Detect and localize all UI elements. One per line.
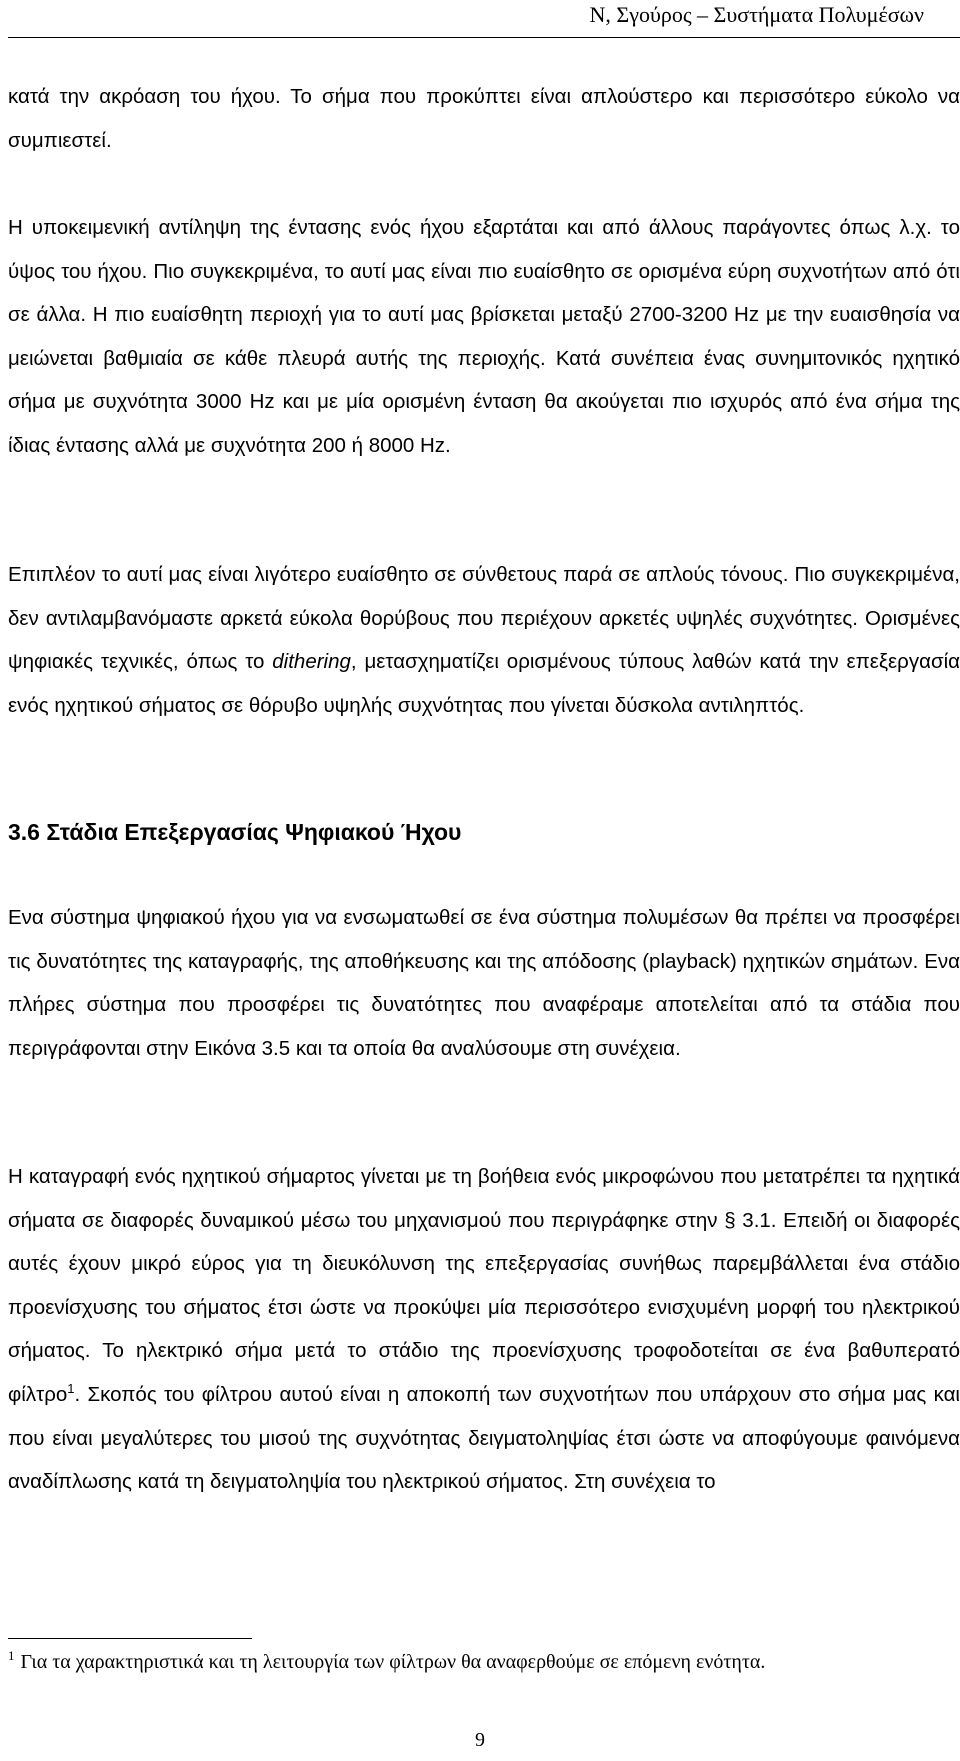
paragraph-5: [8, 1155, 960, 1504]
section-heading: [8, 818, 461, 846]
footnote-separator: [8, 1638, 252, 1639]
paragraph-4-text: Ενα σύστημα ψηφιακού ήχου για να ενσωματωθεί σε ένα σύστημα πολυμέσων θα πρέπει να προσφέρει τις δυνατότητες της καταγραφής, της αποθήκευσης και της απόδοσης (playback) ηχητικών σημάτων. Ενα πλήρες σύστημα που προσφέρει τις δυνατότητες που αναφέραμε αποτελείται από τα στάδια που περιγράφονται στην Εικόνα 3.5 και τα οποία θα αναλύσουμε στη συνέχεια.: [8, 906, 960, 1060]
footnote-text: Για τα χαρακτηριστικά και τη λειτουργία των φίλτρων θα αναφερθούμε σε επόμενη ενότητα.: [20, 1651, 766, 1673]
paragraph-3-part-1: Επιπλέον το αυτί μας είναι λιγότερο ευαίσθητο σε σύνθετους παρά σε απλούς τόνους. Πιο συγκεκριμένα, δεν αντιλαμβανόμαστε αρκετά εύκολα θορύβους που περιέχουν αρκετές υψηλές συχνότητες. Ορισμένες ψηφιακές τεχνικές, όπως το: [8, 563, 960, 674]
paragraph-3: [8, 553, 960, 727]
paragraph-2-text: Η υποκειμενική αντίληψη της έντασης ενός ήχου εξαρτάται και από άλλους παράγοντες όπως λ.χ. το ύψος του ήχου. Πιο συγκεκριμένα, το αυτί μας είναι πιο ευαίσθητο σε ορισμένα εύρη συχνοτήτων από ότι σε άλλα. Η πιο ευαίσθητη περιοχή για το αυτί μας βρίσκεται μεταξύ 2700-3200 Hz με την ευαισθησία να μειώνεται βαθμιαία σε κάθε πλευρά αυτής της περιοχής. Κατά συνέπεια ένας συνημιτονικός ηχητικό σήμα με συχνότητα 3000 Hz και με μία ορισμένη ένταση θα ακούγεται πιο ισχυρός από ένα σήμα της ίδιας έντασης αλλά με συχνότητα 200 ή 8000 Hz.: [8, 216, 960, 457]
section-title: Στάδια Επεξεργασίας Ψηφιακού Ήχου: [46, 819, 462, 845]
paragraph-5-part-1: Η καταγραφή ενός ηχητικού σήμαρτος γίνεται με τη βοήθεια ενός μικροφώνου που μετατρέπει τα ηχητικά σήματα σε διαφορές δυναμικού μέσω του μηχανισμού που περιγράφηκε στην § 3.1. Επειδή οι διαφορές αυτές έχουν μικρό εύρος για τη διευκόλυνση της επεξεργασίας συνήθως παρεμβάλλεται ένα στάδιο προενίσχυσης του σήματος έτσι ώστε να προκύψει μία περισσότερο ενισχυμένη μορφή του ηλεκτρικού σήματος. Το ηλεκτρικό σήμα μετά το στάδιο της προενίσχυσης τροφοδοτείται σε ένα βαθυπερατό φίλτρο: [8, 1165, 960, 1406]
header-rule: [8, 37, 960, 38]
page-number: 9: [475, 1729, 485, 1751]
paragraph-3-text: [8, 553, 960, 727]
paragraph-1-text: κατά την ακρόαση του ήχου. Το σήμα που προκύπτει είναι απλούστερο και περισσότερο εύκολο να συμπιεστεί.: [8, 85, 960, 152]
paragraph-3-part-2: , μετασχηματίζει ορισμένους τύπους λαθών κατά την επεξεργασία ενός ηχητικού σήματος σε θόρυβο υψηλής συχνότητας που γίνεται δύσκολα αντιληπτός.: [8, 650, 960, 717]
paragraph-5-text: [8, 1155, 960, 1504]
paragraph-5-part-2: . Σκοπός του φίλτρου αυτού είναι η αποκοπή των συχνοτήτων που υπάρχουν στο σήμα μας και που είναι μεγαλύτερες του μισού της συχνότητας δειγματοληψίας έτσι ώστε να αποφύγουμε φαινόμενα αναδίπλωσης κατά τη δειγματοληψία του ηλεκτρικού σήματος. Στη συνέχεια το: [8, 1382, 960, 1494]
footnote-number: 1: [8, 1648, 15, 1664]
footnote-reference[interactable]: 1: [67, 1381, 75, 1397]
paragraph-1: [8, 75, 960, 162]
section-number: 3.6: [8, 819, 40, 845]
footnote: [8, 1649, 765, 1675]
paragraph-4: [8, 896, 960, 1070]
dithering-term: dithering: [272, 650, 351, 674]
paragraph-2: [8, 206, 960, 468]
running-header: Ν, Σγούρος – Συστήματα Πολυμέσων: [589, 2, 924, 27]
